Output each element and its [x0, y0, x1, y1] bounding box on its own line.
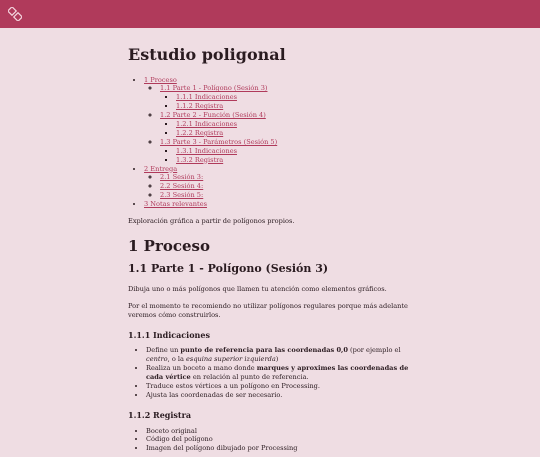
toc-item	[144, 165, 420, 201]
toc-link-parte2[interactable]: 1.2 Parte 2 - Función (Sesión 4)	[160, 111, 266, 120]
register-list	[128, 427, 420, 454]
diagonal-squares-icon[interactable]	[8, 7, 22, 21]
list-item: • Define un punto de referencia para las coordenadas 0,0 (por ejemplo el centro, o la esquina superior izquierda)	[146, 346, 420, 364]
toc-link-sesion4[interactable]: 2.2 Sesión 4:	[160, 182, 204, 191]
toc-link-sesion5[interactable]: 2.3 Sesión 5:	[160, 191, 204, 200]
toc-item	[176, 93, 420, 102]
subsubsection-heading: 1.1.1 Indicaciones	[128, 329, 210, 340]
subsection-heading: 1.1 Parte 1 - Polígono (Sesión 3)	[128, 262, 329, 276]
toc-link-proceso[interactable]: 1 Proceso	[144, 75, 177, 84]
list-item: • Traduce estos vértices a un polígono en Processing.	[146, 382, 420, 391]
toc-link-indicaciones[interactable]: 1.1.1 Indicaciones	[176, 93, 237, 102]
list-item: • Imagen del polígono dibujado por Processing	[146, 444, 420, 453]
toc-item	[160, 182, 420, 191]
toc-link-parte3[interactable]: 1.3 Parte 3 - Parámetros (Sesión 5)	[160, 137, 278, 146]
toc-link-indicaciones[interactable]: 1.3.1 Indicaciones	[176, 146, 237, 155]
toc-item	[160, 111, 420, 138]
toc-link-registra[interactable]: 1.1.2 Registra	[176, 102, 224, 111]
paragraph: Por el momento te recomiendo no utilizar polígonos regulares porque más adelante veremos cómo construirlos.	[128, 301, 408, 319]
intro-paragraph: Exploración gráfica a partir de polígonos propios.	[128, 216, 295, 225]
instructions-list	[128, 346, 420, 399]
list-item: • Boceto original	[146, 427, 420, 436]
toc-link-sesion3[interactable]: 2.1 Sesión 3:	[160, 173, 204, 182]
toc-item	[176, 129, 420, 138]
toc-item	[160, 191, 420, 200]
top-bar	[0, 0, 540, 28]
toc-item	[160, 173, 420, 182]
toc-link-notas[interactable]: 3 Notas relevantes	[144, 200, 207, 209]
table-of-contents	[128, 76, 420, 209]
page-title: Estudio poligonal	[128, 45, 286, 64]
toc-item	[144, 76, 420, 165]
toc-item	[144, 200, 420, 209]
toc-link-parte1[interactable]: 1.1 Parte 1 - Polígono (Sesión 3)	[160, 84, 268, 93]
list-item: • Ajusta las coordenadas de ser necesario.	[146, 391, 420, 400]
toc-link-registra[interactable]: 1.3.2 Registra	[176, 155, 224, 164]
toc-item	[160, 138, 420, 165]
toc-item	[176, 102, 420, 111]
main-content	[128, 40, 420, 457]
toc-item	[160, 84, 420, 111]
toc-link-indicaciones[interactable]: 1.2.1 Indicaciones	[176, 120, 237, 129]
list-item: • Realiza un boceto a mano donde marques y aproximes las coordenadas de cada vértice en relación al punto de referencia.	[146, 364, 420, 382]
toc-link-entrega[interactable]: 2 Entrega	[144, 164, 178, 173]
toc-item	[176, 147, 420, 156]
subsubsection-heading: 1.1.2 Registra	[128, 409, 192, 420]
toc-item	[176, 120, 420, 129]
toc-item	[176, 156, 420, 165]
section-heading: 1 Proceso	[128, 236, 210, 255]
list-item: • Código del polígono	[146, 435, 420, 444]
toc-link-registra[interactable]: 1.2.2 Registra	[176, 128, 224, 137]
paragraph: Dibuja uno o más polígonos que llamen tu atención como elementos gráficos.	[128, 284, 387, 293]
